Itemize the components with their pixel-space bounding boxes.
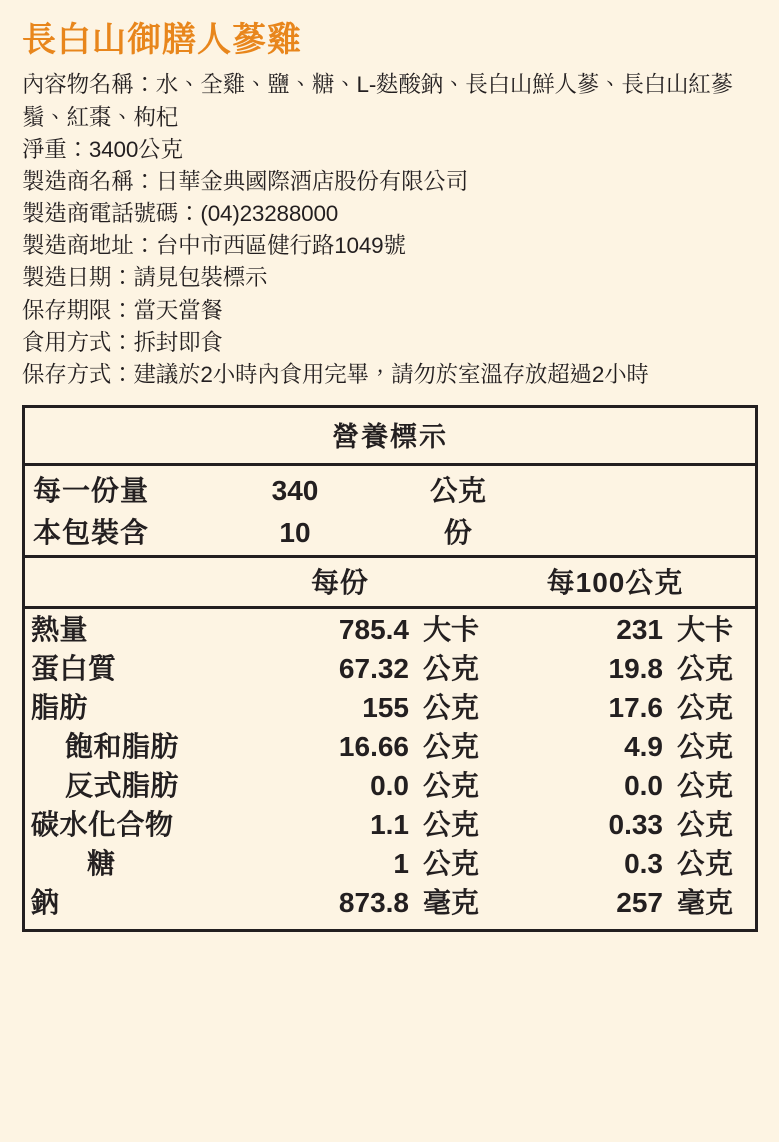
serving-size-unit: 公克 — [429, 475, 486, 507]
table-row — [25, 611, 755, 650]
nutrient-unit-100g: 公克 — [677, 809, 734, 841]
header-per-100g: 每100公克 — [546, 567, 684, 599]
info-line-serving-method: 食用方式：拆封即食 — [22, 329, 223, 355]
nutrient-per-serving: 67.32 — [338, 653, 409, 685]
nutrient-unit-serving: 公克 — [423, 770, 480, 802]
nutrient-per-serving: 1.1 — [370, 809, 409, 841]
nutrient-per-100g: 19.8 — [608, 653, 663, 685]
table-row — [25, 884, 755, 923]
header-per-serving: 每份 — [310, 567, 369, 599]
table-row — [25, 767, 755, 806]
nutrient-unit-100g: 公克 — [677, 692, 734, 724]
nutrient-name: 飽和脂肪 — [65, 731, 180, 763]
nutrient-per-100g: 4.9 — [624, 731, 663, 763]
table-row — [25, 806, 755, 845]
nutrient-per-serving: 0.0 — [370, 770, 409, 802]
nutrient-unit-100g: 公克 — [677, 653, 734, 685]
info-line-net-weight: 淨重：3400公克 — [22, 136, 183, 162]
nutrient-rows — [25, 609, 755, 929]
nutrient-unit-100g: 公克 — [677, 770, 734, 802]
header-blank — [25, 561, 205, 601]
serving-info-block — [25, 466, 755, 558]
nutrient-per-serving: 16.66 — [338, 731, 409, 763]
serving-size-row — [25, 468, 755, 510]
serving-size-label: 每一份量 — [33, 475, 150, 507]
nutrient-per-serving: 873.8 — [338, 887, 409, 919]
nutrient-name: 鈉 — [31, 887, 60, 919]
serving-count-value: 10 — [279, 517, 311, 549]
nutrient-per-100g: 0.33 — [608, 809, 663, 841]
table-row — [25, 689, 755, 728]
info-line-manufacturer-name: 製造商名稱：日華金典國際酒店股份有限公司 — [22, 168, 469, 194]
nutrient-unit-serving: 公克 — [423, 653, 480, 685]
nutrient-per-100g: 0.3 — [624, 848, 663, 880]
table-row — [25, 845, 755, 884]
nutrient-unit-serving: 大卡 — [423, 614, 480, 646]
product-info-list — [22, 69, 759, 391]
nutrient-unit-serving: 公克 — [423, 848, 480, 880]
serving-count-label: 本包裝含 — [33, 517, 150, 549]
page-title: 長白山御膳人蔘雞 — [22, 21, 302, 59]
nutrient-per-100g: 0.0 — [624, 770, 663, 802]
info-line-ingredients: 內容物名稱：水、全雞、鹽、糖、L-麩酸鈉、長白山鮮人蔘、長白山紅蔘鬚、紅棗、枸杞 — [22, 72, 733, 130]
nutrient-unit-serving: 公克 — [423, 692, 480, 724]
info-line-shelf-life: 保存期限：當天當餐 — [22, 297, 223, 323]
nutrient-per-100g: 17.6 — [608, 692, 663, 724]
info-line-manufacturer-address: 製造商地址：台中市西區健行路1049號 — [22, 233, 406, 259]
table-row — [25, 650, 755, 689]
serving-count-unit: 份 — [443, 517, 472, 549]
nutrient-per-serving: 785.4 — [338, 614, 409, 646]
info-line-production-date: 製造日期：請見包裝標示 — [22, 265, 268, 291]
nutrition-column-headers — [25, 558, 755, 609]
nutrient-per-serving: 155 — [362, 692, 409, 724]
nutrition-box — [22, 405, 758, 932]
nutrition-title: 營養標示 — [25, 408, 755, 466]
info-line-manufacturer-phone: 製造商電話號碼：(04)23288000 — [22, 201, 339, 227]
nutrition-facts-table — [22, 405, 759, 932]
nutrient-unit-100g: 公克 — [677, 731, 734, 763]
nutrient-unit-serving: 毫克 — [423, 887, 480, 919]
serving-count-row — [25, 510, 755, 552]
nutrient-per-serving: 1 — [393, 848, 409, 880]
info-line-storage-method: 保存方式：建議於2小時內食用完畢，請勿於室溫存放超過2小時 — [22, 361, 649, 387]
nutrient-per-100g: 231 — [616, 614, 663, 646]
nutrient-unit-serving: 公克 — [423, 731, 480, 763]
table-row — [25, 728, 755, 767]
nutrient-name: 反式脂肪 — [65, 770, 180, 802]
serving-size-value: 340 — [271, 475, 319, 507]
nutrient-unit-100g: 公克 — [677, 848, 734, 880]
nutrient-name: 碳水化合物 — [31, 809, 174, 841]
nutrient-name: 蛋白質 — [31, 653, 117, 685]
nutrient-name: 脂肪 — [31, 692, 89, 724]
nutrient-name: 熱量 — [31, 614, 89, 646]
nutrient-unit-100g: 毫克 — [677, 887, 734, 919]
nutrient-unit-serving: 公克 — [423, 809, 480, 841]
nutrient-per-100g: 257 — [616, 887, 663, 919]
nutrient-unit-100g: 大卡 — [677, 614, 734, 646]
nutrient-name: 糖 — [87, 848, 116, 880]
